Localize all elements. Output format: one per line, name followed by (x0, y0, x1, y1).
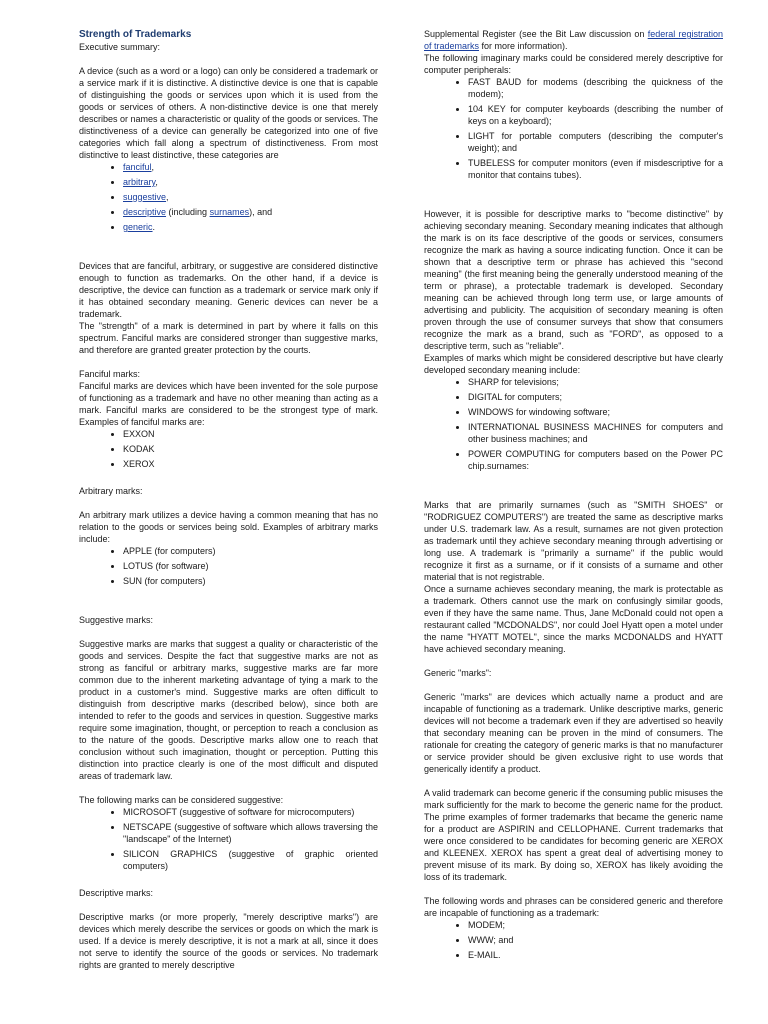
list-item: • KODAK (123, 443, 378, 455)
generic-link[interactable]: generic (123, 222, 153, 232)
list-item: • SILICON GRAPHICS (suggestive of graphic oriented computers) (123, 848, 378, 872)
list-item: • WINDOWS for windowing software; (468, 406, 723, 418)
suggestive-heading: Suggestive marks: (79, 615, 154, 625)
suggestive-link[interactable]: suggestive (123, 192, 167, 202)
secondary-meaning-list (424, 376, 723, 472)
list-item: • MICROSOFT (suggestive of software for microcomputers) (123, 806, 378, 818)
imaginary-marks-list (424, 76, 723, 181)
list-item: • NETSCAPE (suggestive of software which allows traversing the "landscape" of the Internet) (123, 821, 378, 845)
list-item (123, 161, 378, 173)
fanciful-heading: Fanciful marks: (79, 369, 141, 379)
supplemental-text: Supplemental Register (see the Bit Law discussion on (424, 29, 648, 39)
surnames-link[interactable]: surnames (209, 207, 250, 217)
fanciful-link[interactable]: fanciful (123, 162, 152, 172)
secondary-meaning-paragraph: However, it is possible for descriptive marks to "become distinctive" by achieving secondary meaning. Secondary meaning indicates that although the mark is on its face descriptive of the goods or services, consumers recognize the mark as having a source indicating function. Once it can be shown that a descriptive term or phrase has achieved this "second meaning" (the first meaning being the generally understood meaning of the term or phrase), a protectable trademark is developed. Secondary meaning can be achieved through long term use, or large amounts of advertising and publicity. The acquisition of secondary meaning is often proven through the use of consumer surveys that show that consumers recognize the mark as a brand, such as "FORD", as opposed to a descriptive term, such as "reliable". (424, 209, 723, 351)
list-item: • DIGITAL for computers; (468, 391, 723, 403)
list-item: • TUBELESS for computer monitors (even if misdescriptive for a monitor that contains tubes). (468, 157, 723, 181)
fanciful-paragraph: Fanciful marks are devices which have been invented for the sole purpose of functioning as a trademark and have no other meaning than acting as a mark. Fanciful marks are considered to be the strongest type of mark. Examples of fanciful marks are: (79, 381, 378, 427)
list-item: • SUN (for computers) (123, 575, 378, 587)
suggestive-list (79, 806, 378, 872)
punctuation: , (151, 162, 155, 172)
list-item: • E-MAIL. (468, 949, 723, 961)
generic-examples-intro: The following words and phrases can be considered generic and therefore are incapable of functioning as a trademark: (424, 896, 723, 918)
list-item: • INTERNATIONAL BUSINESS MACHINES for computers and other business machines; and (468, 421, 723, 445)
list-item: • WWW; and (468, 934, 723, 946)
suggestive-intro: The following marks can be considered suggestive: (79, 795, 284, 805)
generic-heading: Generic "marks": (424, 668, 492, 678)
categories-list (79, 161, 378, 233)
descriptive-paragraph: Descriptive marks (or more properly, "merely descriptive marks") are devices which merely describe the services or goods on which the mark is used. If a device is merely descriptive, it is not a mark at all, since it does not serve to identify the source of the goods or services. No trademark rights are granted to merely descriptive (79, 912, 378, 970)
right-column (424, 28, 723, 964)
federal-registration-link[interactable]: federal registration of trademarks (424, 29, 723, 51)
suggestive-paragraph: Suggestive marks are marks that suggest a quality or characteristic of the goods and services. Despite the fact that suggestive marks are not as strong as fanciful or arbitrary marks, suggestive marks are far more common due to the inherent marketing advantage of tying a mark to the product in a customer's mind. Suggestive marks are often difficult to distinguish from descriptive marks (described below), since both are intended to refer to the goods and services in question. Suggestive marks require some imagination, thought, or perception to reach a conclusion as to the nature of the goods. Descriptive marks allow one to reach that conclusion without such imagination, thought or perception. Putting this distinction into practice clearly is one of the most difficult and disputed areas of trademark law. (79, 639, 378, 781)
list-item (123, 176, 378, 188)
surnames-paragraph: Marks that are primarily surnames (such as "SMITH SHOES" or "RODRIGUEZ COMPUTERS") are treated the same as descriptive marks under U.S. trademark law. As a result, surnames are not given protection as trademark until they achieve secondary meaning through advertising or long use. A trademark is "primarily a surname" if the public would recognize it first as a surname, or if it consists of a surname and other material that is not registrable. (424, 500, 723, 582)
descriptive-link[interactable]: descriptive (123, 207, 167, 217)
generic-examples-list (424, 919, 723, 961)
surnames-paragraph-2: Once a surname achieves secondary meaning, the mark is protectable as a trademark. Others cannot use the mark on confusingly similar goods, even if they have the same name. Thus, Jane McDonald could not open a restaurant called "MCDONALDS", nor could Joel Hyatt open a motel under the name "HYATT MOTEL", since the marks MCDONALDS and HYATT have achieved secondary meaning. (424, 584, 723, 654)
supplemental-text: for more information). (479, 41, 568, 51)
executive-summary-label: Executive summary: (79, 42, 161, 52)
list-item (123, 191, 378, 203)
list-item: • EXXON (123, 428, 378, 440)
list-item: • XEROX (123, 458, 378, 470)
list-item: • MODEM; (468, 919, 723, 931)
examples-intro: Examples of marks which might be considered descriptive but have clearly developed secondary meaning include: (424, 353, 723, 375)
strength-paragraph: The "strength" of a mark is determined in part by where it falls on this spectrum. Fanciful marks are considered stronger than suggestive marks, and therefore are granted greater protection by the courts. (79, 321, 378, 355)
list-item (123, 221, 378, 233)
intro-paragraph: A device (such as a word or a logo) can only be considered a trademark or a service mark if it is distinctive. A distinctive device is one that is capable of distinguishing the goods or services upon which it is used from the goods or services of others. A non-distinctive device is one that merely describes or names a characteristic or quality of the goods or services. The distinctiveness of a device can generally be categorized into one of five categories which fall along a spectrum of distinctiveness. From most distinctive to least distinctive, these categories are (79, 66, 378, 160)
list-item: • POWER COMPUTING for computers based on the Power PC chip.surnames: (468, 448, 723, 472)
list-item: • SHARP for televisions; (468, 376, 723, 388)
page-title: Strength of Trademarks (79, 29, 192, 40)
imaginary-marks-intro: The following imaginary marks could be considered merely descriptive for computer peripherals: (424, 53, 723, 75)
punctuation: , (166, 192, 169, 202)
list-item: • LIGHT for portable computers (describing the computer's weight); and (468, 130, 723, 154)
list-item: • FAST BAUD for modems (describing the quickness of the modem); (468, 76, 723, 100)
generic-paragraph: Generic "marks" are devices which actually name a product and are incapable of functioning as a trademark. Unlike descriptive marks, generic devices will not become a trademark even if they are advertised so heavily that secondary meaning can be proven in the mind of consumers. The rationale for creating the category of generic marks is that no manufacturer or service provider should be given exclusive right to use words that generically identify a product. (424, 692, 723, 774)
list-text: ), and (249, 207, 273, 217)
list-text: (including (166, 207, 210, 217)
arbitrary-paragraph: An arbitrary mark utilizes a device having a common meaning that has no relation to the goods or services being sold. Examples of arbitrary marks include: (79, 510, 378, 544)
list-item: • 104 KEY for computer keyboards (describing the number of keys on a keyboard); (468, 103, 723, 127)
arbitrary-link[interactable]: arbitrary (123, 177, 156, 187)
supplemental-register-paragraph (424, 28, 723, 52)
valid-trademark-paragraph: A valid trademark can become generic if the consuming public misuses the mark sufficiently for the mark to become the generic name for the product. The prime examples of former trademarks that became the generic name for a product are ASPIRIN and CELLOPHANE. Current trademarks that were once considered to be candidates for becoming generic are XEROX and KLEENEX. XEROX has spent a great deal of advertising money to prevent misuse of its mark. By doing so, XEROX has likely avoiding the loss of its trademark. (424, 788, 723, 882)
descriptive-heading: Descriptive marks: (79, 888, 154, 898)
devices-paragraph: Devices that are fanciful, arbitrary, or suggestive are considered distinctive enough to function as trademarks. On the other hand, if a device is descriptive, the device can function as a trademark or service mark only if it has obtained secondary meaning. Generic devices can never be a trademark. (79, 261, 378, 319)
left-column (79, 28, 378, 971)
fanciful-list (79, 428, 378, 470)
list-item: • APPLE (for computers) (123, 545, 378, 557)
list-item (123, 206, 378, 218)
punctuation: . (152, 222, 156, 232)
punctuation: , (155, 177, 158, 187)
arbitrary-list (79, 545, 378, 587)
arbitrary-heading: Arbitrary marks: (79, 486, 143, 496)
list-item: • LOTUS (for software) (123, 560, 378, 572)
